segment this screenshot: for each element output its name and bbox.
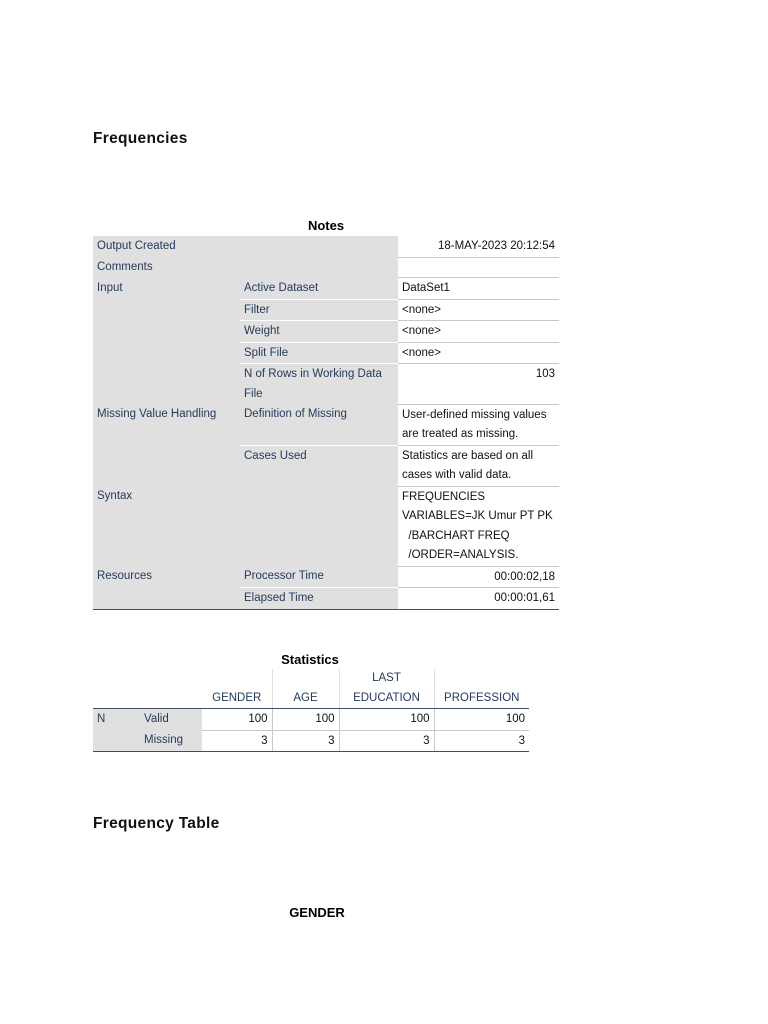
header-blank: [140, 669, 202, 709]
notes-sublabel: [240, 236, 398, 257]
row-label: Valid: [140, 709, 202, 731]
notes-value: User-defined missing values are treated as missing.: [398, 404, 559, 445]
notes-row-split-file: [93, 342, 559, 364]
notes-sublabel: Filter: [240, 299, 398, 321]
notes-row-weight: [93, 321, 559, 343]
notes-row-cases-used: [93, 445, 559, 486]
notes-sublabel: Split File: [240, 342, 398, 364]
table-cell: 100: [272, 709, 339, 731]
notes-sublabel: [240, 486, 398, 566]
notes-label: [93, 321, 240, 343]
notes-value: 00:00:02,18: [398, 566, 559, 588]
notes-sublabel: [240, 257, 398, 278]
notes-row-output-created: [93, 236, 559, 257]
notes-row-elapsed-time: [93, 588, 559, 610]
notes-label: Input: [93, 278, 240, 300]
notes-label: Comments: [93, 257, 240, 278]
notes-label: [93, 445, 240, 486]
notes-row-syntax: [93, 486, 559, 566]
statistics-row-missing: [93, 730, 529, 752]
frequency-table-heading: Frequency Table: [93, 815, 220, 832]
notes-label: Missing Value Handling: [93, 404, 240, 445]
row-group-blank: [93, 730, 140, 752]
notes-sublabel: Active Dataset: [240, 278, 398, 300]
notes-row-missing-definition: [93, 404, 559, 445]
row-label: Missing: [140, 730, 202, 752]
notes-label: [93, 342, 240, 364]
notes-sublabel: Weight: [240, 321, 398, 343]
table-cell: 100: [339, 709, 434, 731]
table-cell: 3: [339, 730, 434, 752]
table-cell: 3: [272, 730, 339, 752]
notes-sublabel: N of Rows in Working Data File: [240, 364, 398, 405]
notes-sublabel: Cases Used: [240, 445, 398, 486]
header-blank: [93, 669, 140, 709]
notes-row-comments: [93, 257, 559, 278]
statistics-title: Statistics: [281, 652, 339, 667]
notes-sublabel: Definition of Missing: [240, 404, 398, 445]
table-cell: 3: [202, 730, 272, 752]
notes-row-n-rows: [93, 364, 559, 405]
notes-row-filter: [93, 299, 559, 321]
notes-syntax-value: FREQUENCIES VARIABLES=JK Umur PT PK /BARCHART FREQ /ORDER=ANALYSIS.: [398, 486, 559, 566]
notes-label: [93, 588, 240, 610]
row-group-label: N: [93, 709, 140, 731]
notes-value: [398, 257, 559, 278]
statistics-row-valid: [93, 709, 529, 731]
column-header-last-education: LAST EDUCATION: [339, 669, 434, 709]
notes-sublabel: Processor Time: [240, 566, 398, 588]
notes-table: [93, 236, 559, 610]
table-cell: 100: [434, 709, 529, 731]
column-header-age: AGE: [272, 669, 339, 709]
notes-label: Output Created: [93, 236, 240, 257]
table-cell: 3: [434, 730, 529, 752]
table-cell: 100: [202, 709, 272, 731]
column-header-gender: GENDER: [202, 669, 272, 709]
notes-value: <none>: [398, 342, 559, 364]
notes-label: [93, 299, 240, 321]
notes-title: Notes: [307, 218, 345, 233]
gender-table-title: GENDER: [289, 905, 345, 920]
notes-label: [93, 364, 240, 405]
column-header-profession: PROFESSION: [434, 669, 529, 709]
statistics-table: [93, 669, 529, 752]
notes-sublabel: Elapsed Time: [240, 588, 398, 610]
notes-value: 103: [398, 364, 559, 405]
notes-value: <none>: [398, 321, 559, 343]
notes-value: 00:00:01,61: [398, 588, 559, 610]
notes-row-processor-time: [93, 566, 559, 588]
frequencies-heading: Frequencies: [93, 130, 188, 147]
notes-row-input: [93, 278, 559, 300]
notes-value: 18-MAY-2023 20:12:54: [398, 236, 559, 257]
notes-label: Resources: [93, 566, 240, 588]
notes-value: DataSet1: [398, 278, 559, 300]
notes-label: Syntax: [93, 486, 240, 566]
notes-value: Statistics are based on all cases with valid data.: [398, 445, 559, 486]
notes-value: <none>: [398, 299, 559, 321]
statistics-header-row: [93, 669, 529, 709]
